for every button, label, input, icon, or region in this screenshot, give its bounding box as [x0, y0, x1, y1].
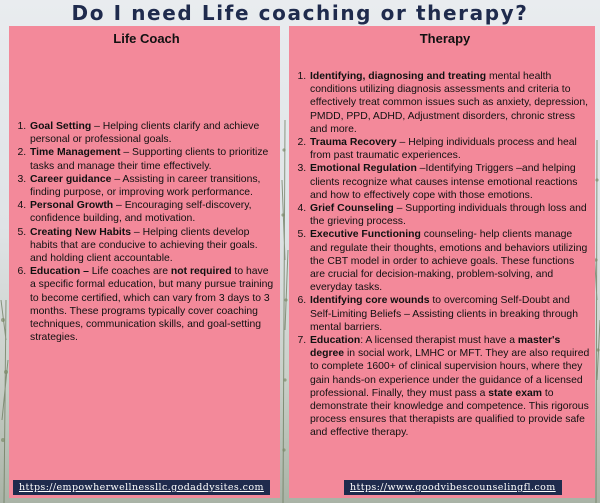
item-text: mental health conditions utilizing diagnosis assessments and criteria to effectively treat common issues such as anxiety, depression, PMDD, PPD, ADHD, Adjustment disorders, chronic stress and more.	[310, 71, 588, 135]
item-emphasis: master's degree	[310, 335, 561, 360]
item-title: Executive Functioning	[310, 229, 421, 241]
list-item	[309, 162, 591, 202]
item-title: Education –	[30, 266, 92, 278]
item-text: Life coaches are	[91, 266, 171, 278]
item-text: counseling- help clients manage and regulate their thoughts, emotions and behaviors utilizing the CBT model in order to achieve goals. These functions are crucial for decision-making, problem-solving, and everyday tasks.	[310, 229, 588, 294]
item-text: – Encouraging self-discovery, confidence building, and motivation.	[30, 200, 252, 225]
item-title: Creating New Habits	[30, 226, 132, 238]
list-item	[309, 70, 591, 136]
list-item	[29, 199, 274, 225]
item-title: Education	[310, 335, 361, 347]
therapy-heading: Therapy	[419, 31, 471, 46]
item-title: Personal Growth	[30, 200, 114, 212]
item-text: in social work, LMHC or MFT. They are also required to complete 1600+ of clinical supervision hours, where they gain hands-on experience under the guidance of a licensed professional. Finally, they must pass a	[310, 348, 590, 399]
item-text: to demonstrate their knowledge and competence. This rigorous process ensures that therapists are qualified to provide safe and effective therapy.	[310, 387, 589, 439]
list-item	[29, 146, 274, 172]
list-item	[309, 334, 591, 440]
item-text: : A licensed therapist must have a	[360, 335, 518, 347]
item-text: – Supporting individuals through loss and the grieving process.	[310, 203, 587, 228]
item-emphasis: not required	[170, 266, 232, 278]
item-text: – Assisting in career transitions, finding purpose, or improving work performance.	[30, 173, 261, 199]
item-title: Identifying core wounds	[310, 295, 430, 307]
item-emphasis: state exam	[488, 387, 542, 399]
item-text: – Supporting clients to prioritize tasks and manage their time effectively.	[30, 147, 269, 172]
item-text: – Helping clients develop habits that are conducive to achieving their goals. and holding client accountable.	[30, 226, 258, 265]
item-text: – Helping clients clarify and achieve personal or professional goals.	[30, 121, 260, 146]
page-title: Do I need Life coaching or therapy?	[71, 1, 529, 25]
therapy-list	[299, 70, 591, 440]
therapy-panel	[289, 26, 595, 498]
goodvibes-counseling-link[interactable]: https://www.goodvibescounselingfl.com	[344, 480, 562, 495]
life-coach-panel	[9, 26, 280, 498]
list-item	[309, 294, 591, 334]
item-text: to have a specific formal education, but many pursue training to become certified, which can vary from 3 days to 3 months. These programs typically cover coaching techniques, communication skills, and goal-setting strategies.	[30, 266, 274, 344]
list-item	[309, 136, 591, 162]
item-title: Emotional Regulation	[310, 163, 417, 175]
list-item	[29, 226, 274, 266]
life-coach-list	[19, 120, 274, 344]
life-coach-heading: Life Coach	[113, 31, 180, 46]
item-title: Grief Counseling	[310, 203, 394, 215]
item-text: to overcoming Self-Doubt and Self-Limiting Beliefs – Assisting clients in breaking through mental barriers.	[310, 295, 578, 333]
empowher-wellness-link[interactable]: https://empowherwellnessllc.godaddysites.com	[13, 480, 270, 495]
list-item	[29, 120, 274, 146]
item-text: –Identifying Triggers –and helping clients recognize what causes intense emotional reactions and how to effectively cope with those emotions.	[310, 163, 578, 201]
item-text: – Helping individuals process and heal from past traumatic experiences.	[310, 137, 577, 162]
list-item	[29, 265, 274, 344]
list-item	[309, 228, 591, 294]
list-item	[29, 173, 274, 199]
item-title: Time Management	[30, 147, 121, 159]
list-item	[309, 202, 591, 228]
item-title: Career guidance	[30, 173, 112, 185]
item-title: Trauma Recovery	[310, 137, 397, 149]
item-title: Goal Setting	[30, 121, 92, 132]
item-title: Identifying, diagnosing and treating	[310, 71, 487, 82]
